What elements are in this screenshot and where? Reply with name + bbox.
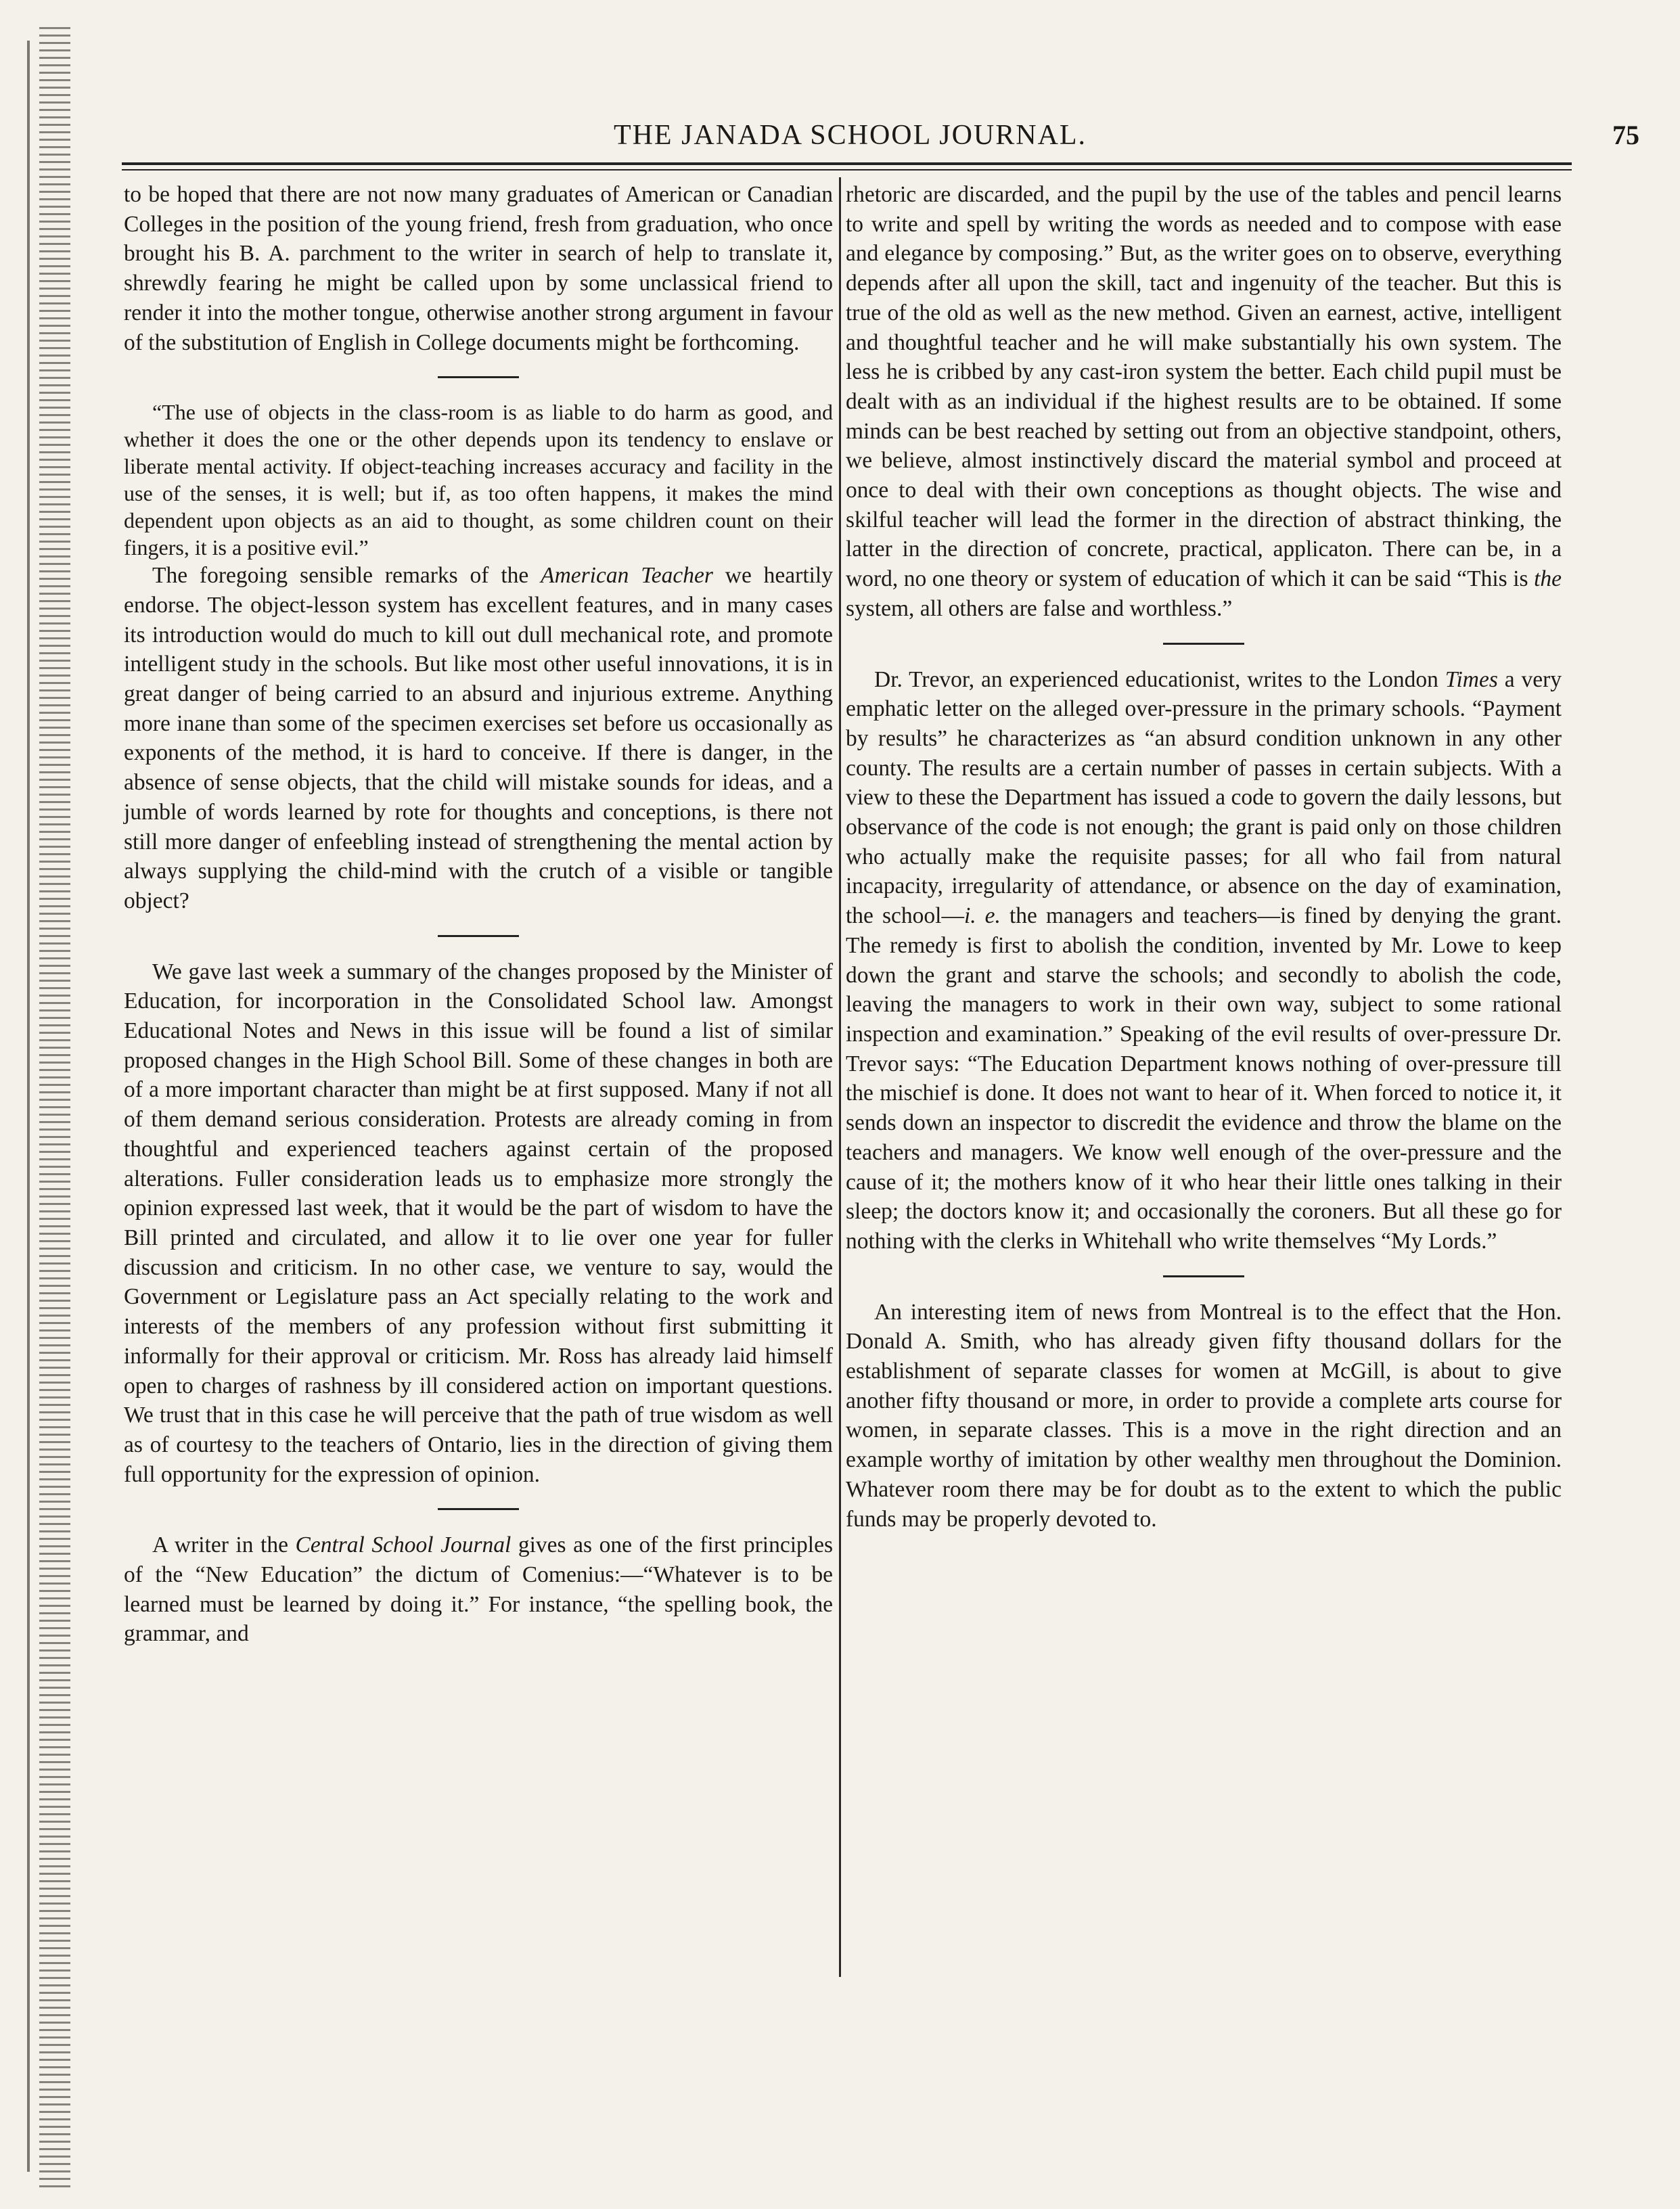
paragraph-montreal: An interesting item of news from Montreal is to the effect that the Hon. Donald A. Smith, who has already given fifty thousand dollars for the establishment of separate classes for women at McGill, is about to give another fifty thousand or more, in order to provide a complete arts course for women, in separate classes. This is a move in the right direction and an example worthy of imitation by other wealthy men throughout the Dominion. Whatever room there may be for doubt as to the extent to which the public funds may be properly devoted to. <box>846 1299 1562 1532</box>
left-column <box>124 180 833 1649</box>
page-header <box>129 114 1572 157</box>
binding-edge <box>27 41 30 2172</box>
paragraph-dr-trevor: Dr. Trevor, an experienced educationist, writes to the London Times a very emphatic letter on the alleged over-pressure in the primary schools. “Payment by results” he characterizes as “an absurd condition unknown in any other county. The results are a certain number of passes in certain subjects. With a view to these the Department has issued a code to govern the daily lessons, but observance of the code is not enough; the grant is paid only on those children who actually make the requisite passes; for all who fail from natural incapacity, irregularity of attendance, or absence on the day of examination, the school—i. e. the managers and teachers—is fined by denying the grant. The remedy is first to abolish the condition, invented by Mr. Lowe to keep down the grant and starve the schools; and secondly to abolish the code, leaving the managers to work in their own way, subject to some rational inspection and examination.” Speaking of the evil results of over-pressure Dr. Trevor says: “The Education Department knows nothing of over-pressure till the mischief is done. It does not want to hear of it. When forced to notice it, it sends down an inspector to discredit the evidence and throw the blame on the teachers and managers. We know well enough of the over-pressure and the cause of it; the mothers know of it who hear their little ones talking in their sleep; the doctors know it; and occasionally the coroners. But all these go for nothing with the clerks in Whitehall who write themselves “My Lords.” <box>846 666 1562 1254</box>
paragraph-rhetoric: rhetoric are discarded, and the pupil by the use of the tables and pencil learns to write and spell by writing the words as needed and to compose with ease and elegance by composing.” But, as the writer goes on to observe, everything depends after all upon the skill, tact and ingenuity of the teacher. But this is true of the old as well as the new method. Given an earnest, active, intelligent and thoughtful teacher and he will make substantially his own system. The less he is cribbed by any cast-iron system the better. Each child pupil must be dealt with as an individual if the highest results are to be obtained. If some minds can be best reached by setting out from an objective standpoint, others, we believe, almost instinctively discard the material symbol and proceed at once to deal with their own conceptions as thought objects. The wise and skilful teacher will lead the former in the direction of abstract thinking, the latter in the direction of concrete, practical, applicaton. There can be, in a word, no one theory or system of education of which it can be said “This is the system, all others are false and worthless.” <box>846 182 1562 621</box>
column-divider <box>839 177 841 1977</box>
section-separator <box>1163 643 1244 645</box>
header-rule-thin <box>122 169 1572 170</box>
binding-stitching <box>39 27 70 2192</box>
paragraph-graduates: to be hoped that there are not now many graduates of American or Canadian Colleges in the position of the young friend, fresh from graduation, who once brought his B. A. parchment to the writer in search of help to translate it, shrewdly fearing he might be called upon by some unclassical friend to render it into the mother tongue, otherwise another strong argument in favour of the substitution of English in College documents might be forthcoming. <box>124 182 833 355</box>
paragraph-school-law: We gave last week a summary of the changes proposed by the Minister of Education, for incorporation in the Consolidated School law. Amongst Educational Notes and News in this issue will be found a list of similar proposed changes in the High School Bill. Some of these changes in both are of a more important character than might be at first supposed. Many if not all of them demand serious consideration. Protests are already coming in from thoughtful and experienced teachers against certain of the proposed alterations. Fuller consideration leads us to emphasize more strongly the opinion expressed last week, that it would be the part of wisdom to have the Bill printed and circulated, and allow it to lie over one year for fuller discussion and criticism. In no other case, we venture to say, would the Government or Legislature pass an Act specially relating to the work and interests of the members of any profession without first submitting it informally for their approval or criticism. Mr. Ross has already laid himself open to charges of rashness by ill considered action on important questions. We trust that in this case he will perceive that the path of true wisdom as well as of courtesy to the teachers of Ontario, lies in the direction of giving them full opportunity for the expression of opinion. <box>124 959 833 1487</box>
paragraph-quote-objects: “The use of objects in the class-room is as liable to do harm as good, and whether it does the one or the other depends upon its tendency to enslave or liberate mental activity. If object-teaching increases accuracy and facility in the use of the senses, it is well; but if, as too often happens, it makes the mind dependent upon objects as an aid to thought, as some children count on their fingers, it is a positive evil.” <box>124 400 833 560</box>
section-separator <box>438 1508 519 1510</box>
right-column <box>846 180 1562 1534</box>
section-separator <box>438 376 519 378</box>
header-rule <box>122 162 1572 165</box>
journal-title: THE JANADA SCHOOL JOURNAL. <box>613 120 1087 151</box>
page-number: 75 <box>1612 120 1639 150</box>
paragraph-new-education: A writer in the Central School Journal gives as one of the first principles of the “New Education” the dictum of Comenius:—“Whatever is to be learned must be learned by doing it.” For instance, “the spelling book, the grammar, and <box>124 1532 833 1647</box>
paragraph-object-lesson: The foregoing sensible remarks of the American Teacher we heartily endorse. The object-lesson system has excellent features, and in many cases its introduction would do much to kill out dull mechanical rote, and promote intelligent study in the schools. But like most other useful innovations, it is in great danger of being carried to an absurd and injurious extreme. Anything more inane than some of the specimen exercises set before us occasionally as exponents of the method, it is hard to conceive. If there is danger, in the absence of sense objects, that the child will mistake sounds for ideas, and a jumble of words learned by rote for thoughts and conceptions, is there not still more danger of enfeebling instead of strengthening the mental action by always supplying the child-mind with the crutch of a visible or tangible object? <box>124 563 833 913</box>
section-separator <box>438 935 519 937</box>
section-separator <box>1163 1275 1244 1277</box>
